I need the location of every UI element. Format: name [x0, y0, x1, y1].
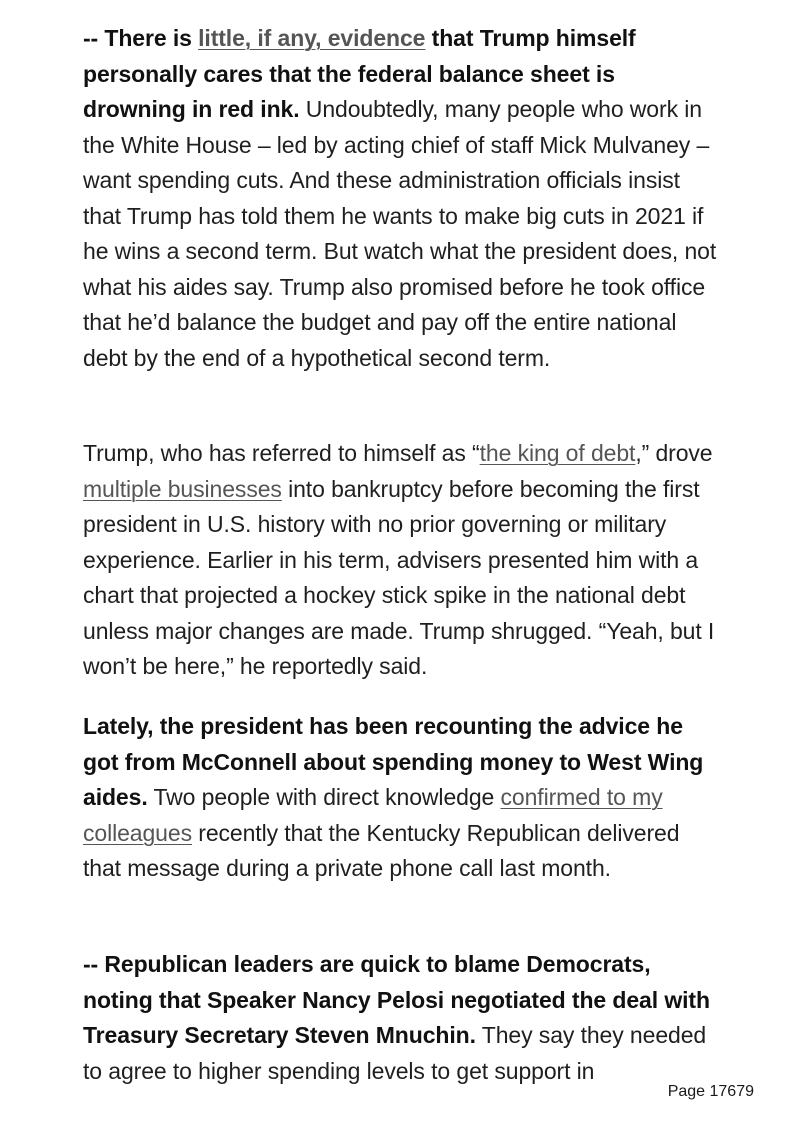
paragraph-text: into bankruptcy before becoming the first president in U.S. history with no prior governing or military experience. Earlier in his term, advisers presented him with a chart that projected a hockey stick spike in the national debt unless major changes are made. Trump shrugged. “Yeah, but I won’t be here,” he reportedly said. [83, 475, 715, 679]
link-king-of-debt[interactable]: the king of debt [479, 440, 636, 466]
paragraph-body: Undoubtedly, many people who work in the White House – led by acting chief of staff Mick Mulvaney – want spending cuts. And these administration officials insist that Trump has told them he wants to make big cuts in 2021 if he wins a second term. But watch what the president does, not what his aides say. Trump also promised before he took office that he’d balance the budget and pay off the entire national debt by the end of a hypothetical second term. [83, 96, 717, 371]
paragraph-text: ,” drove [635, 440, 713, 466]
paragraph-body: They say they needed to agree to higher spending levels to get support in [83, 1022, 707, 1084]
paragraph-trump-evidence [83, 21, 723, 376]
paragraph-republican-leaders [83, 947, 723, 1089]
paragraph-text: Two people with direct knowledge [147, 784, 501, 810]
lead-text: that Trump himself personally cares that the federal balance sheet is drowning in red ink. [83, 25, 636, 122]
link-confirmed-to-colleagues[interactable]: confirmed to my colleagues [83, 784, 663, 846]
paragraph-text: recently that the Kentucky Republican delivered that message during a private phone call last month. [83, 819, 680, 881]
paragraph-mcconnell-advice [83, 709, 723, 887]
paragraph-lead: -- Republican leaders are quick to blame Democrats, noting that Speaker Nancy Pelosi negotiated the deal with Treasury Secretary Steven Mnuchin. [83, 951, 710, 1048]
link-little-evidence[interactable]: little, if any, evidence [198, 25, 426, 51]
paragraph-king-of-debt [83, 436, 723, 685]
page-number: Page 17679 [667, 1083, 754, 1100]
lead-text: -- There is [83, 25, 199, 51]
paragraph-text: Trump, who has referred to himself as “ [83, 440, 480, 466]
paragraph-lead: Lately, the president has been recounting the advice he got from McConnell about spending money to West Wing aides. [83, 713, 704, 810]
link-multiple-businesses[interactable]: multiple businesses [83, 475, 282, 502]
